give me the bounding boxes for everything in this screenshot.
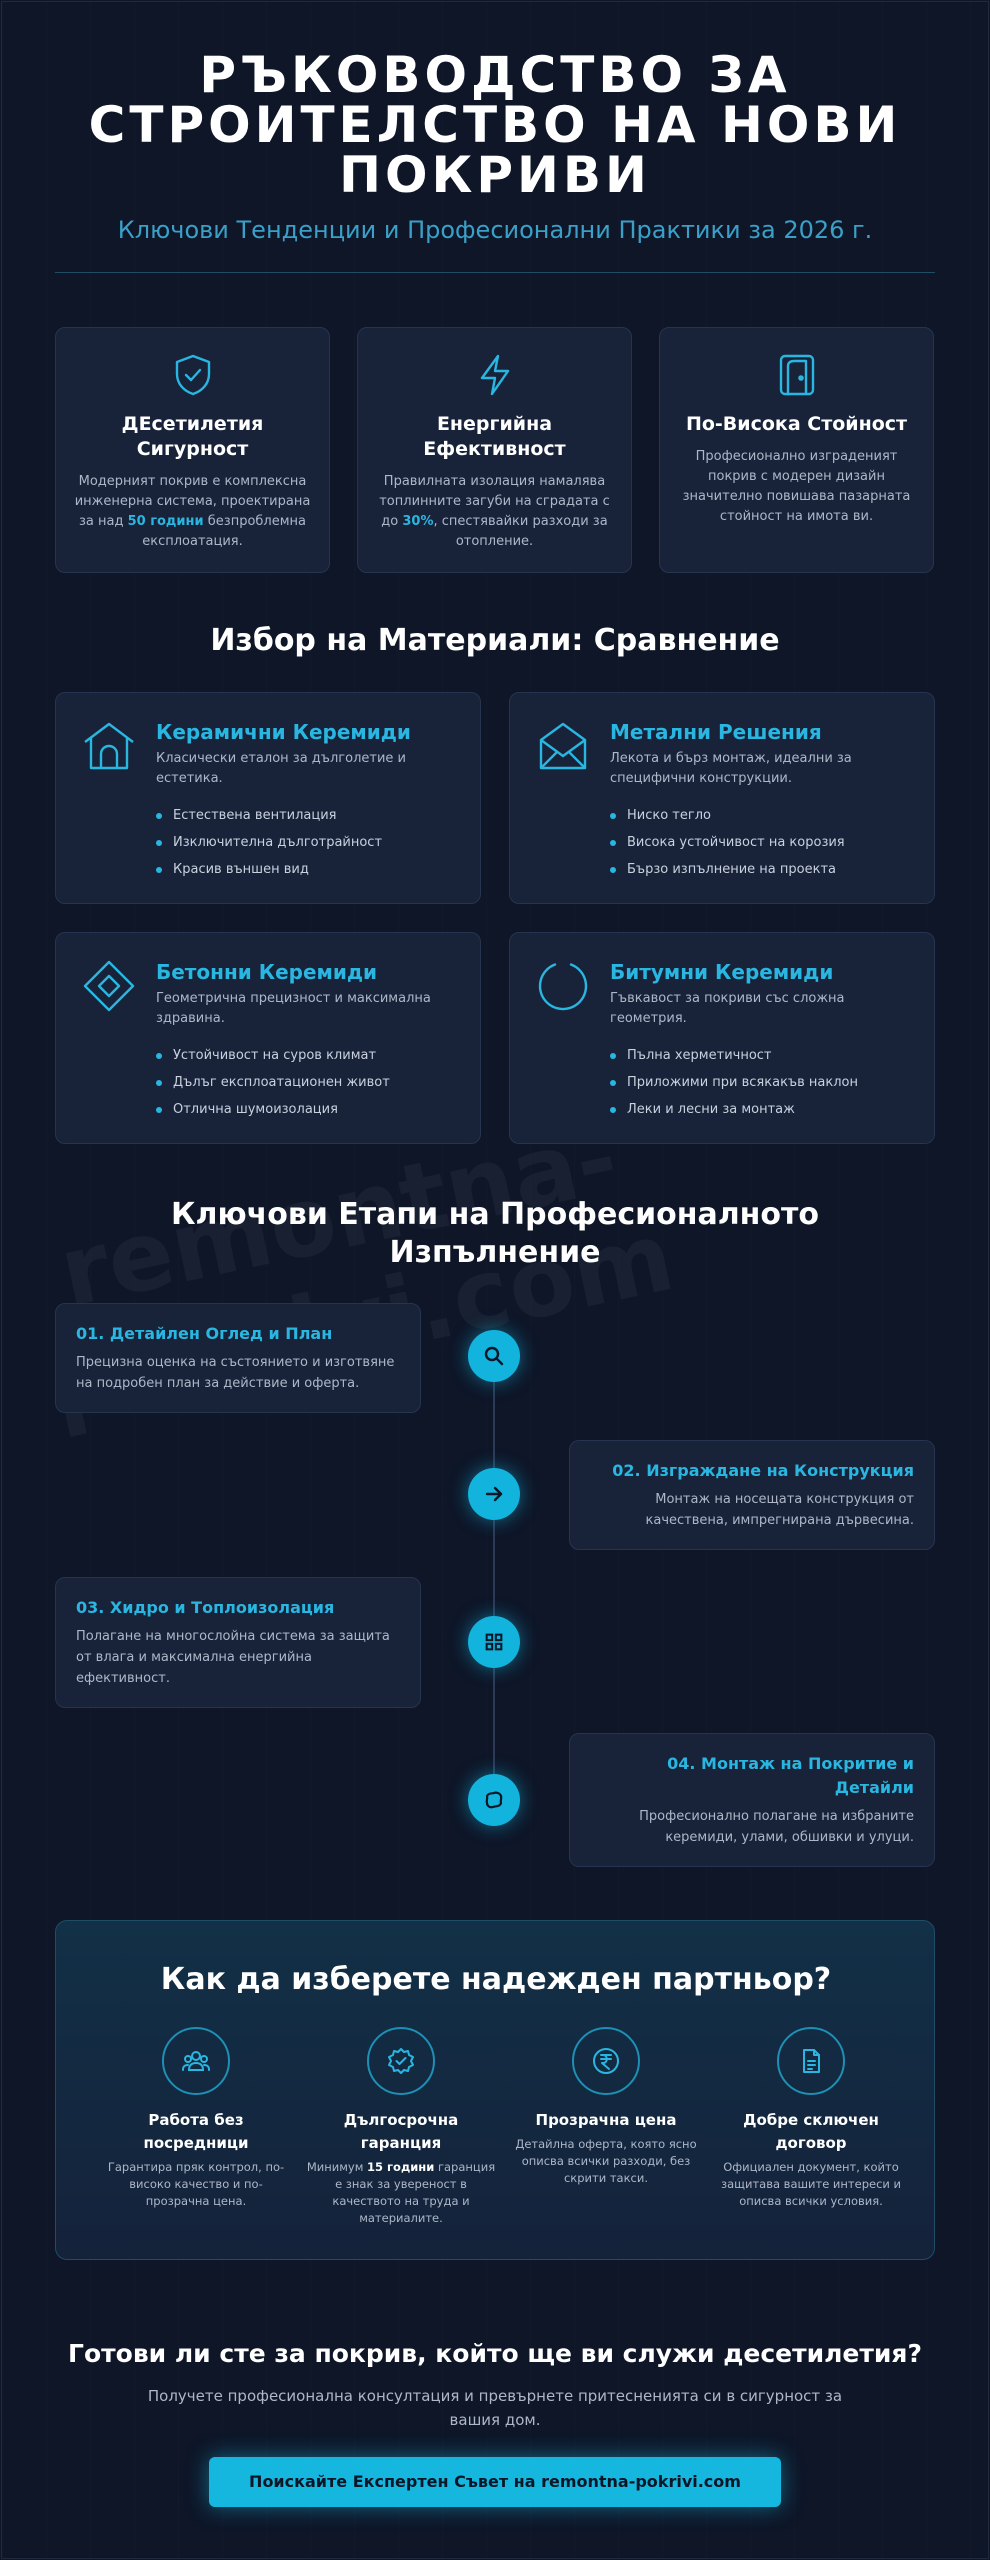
list-item: Пълна херметичност bbox=[610, 1042, 858, 1069]
material-desc: Лекота и бърз монтаж, идеални за специфични конструкции. bbox=[610, 751, 852, 786]
step-text: Монтаж на носещата конструкция от качествена, импрегнирана дървесина. bbox=[645, 1492, 914, 1528]
feature-text: Правилната изолация намалява топлинните загуби на сградата с до 30%, спестявайки разходи за отопление. bbox=[379, 474, 610, 549]
map-icon bbox=[482, 1788, 506, 1812]
step-title: 02. Изграждане на Конструкция bbox=[612, 1461, 914, 1480]
list-item: Естествена вентилация bbox=[156, 802, 382, 829]
envelope-icon bbox=[535, 718, 591, 774]
feature-text: Професионално изграденият покрив с модерен дизайн значително повишава пазарната стойност на имота ви. bbox=[682, 449, 911, 524]
feature-title: По-Висока Стойност bbox=[685, 413, 908, 435]
step-text: Полагане на многослойна система за защита от влага и максимална енергийна ефективност. bbox=[76, 1629, 390, 1686]
timeline-node-4 bbox=[468, 1774, 520, 1826]
timeline-step-1 bbox=[55, 1303, 421, 1413]
material-card-ceramic bbox=[55, 692, 481, 904]
timeline-node-3 bbox=[468, 1616, 520, 1668]
feature-title: ДЕсетилетия Сигурност bbox=[121, 413, 264, 460]
people-icon bbox=[162, 2027, 230, 2095]
rupee-coin-icon bbox=[572, 2027, 640, 2095]
material-card-metal bbox=[509, 692, 935, 904]
material-points bbox=[156, 802, 382, 883]
feature-card-efficiency bbox=[357, 327, 632, 573]
partner-item-text: Гарантира пряк контрол, по-високо качество и по-прозрачна цена. bbox=[107, 2160, 285, 2208]
material-title: Метални Решения bbox=[610, 720, 822, 744]
material-desc: Гъвкавост за покриви със сложна геометрия. bbox=[610, 991, 845, 1026]
timeline-node-1 bbox=[468, 1330, 520, 1382]
material-card-concrete bbox=[55, 932, 481, 1144]
material-card-bitumen bbox=[509, 932, 935, 1144]
material-desc: Геометрична прецизност и максимална здравина. bbox=[156, 991, 431, 1026]
step-text: Прецизна оценка на състоянието и изготвяне на подробен план за действие и оферта. bbox=[76, 1355, 395, 1391]
list-item: Изключителна дълготрайност bbox=[156, 829, 382, 856]
list-item: Леки и лесни за монтаж bbox=[610, 1096, 858, 1123]
house-icon bbox=[81, 718, 137, 774]
partner-item-contract bbox=[716, 2027, 906, 2210]
list-item: Отлична шумоизолация bbox=[156, 1096, 390, 1123]
timeline-line bbox=[493, 1355, 495, 1805]
grid-icon bbox=[483, 1631, 505, 1653]
feature-text: Модерният покрив е комплексна инженерна система, проектирана за над 50 години безпроблемна експлоатация. bbox=[74, 474, 311, 549]
partner-item-title: Добре сключен договор bbox=[743, 2111, 879, 2152]
partner-item-title: Прозрачна цена bbox=[535, 2111, 677, 2129]
timeline-section-title: Ключови Етапи на Професионалното Изпълнение bbox=[170, 1197, 820, 1270]
materials-section-title: Избор на Материали: Сравнение bbox=[210, 623, 780, 658]
header-divider bbox=[55, 272, 935, 273]
step-text: Професионално полагане на избраните керемиди, улами, обшивки и улуци. bbox=[639, 1809, 914, 1845]
partner-section bbox=[55, 1920, 935, 2260]
list-item: Бързо изпълнение на проекта bbox=[610, 856, 845, 883]
arrow-right-icon bbox=[482, 1482, 506, 1506]
cta-title: Готови ли сте за покрив, който ще ви служи десетилетия? bbox=[68, 2339, 922, 2368]
partner-item-text: Детайлна оферта, която ясно описва всички разходи, без скрити такси. bbox=[515, 2137, 697, 2185]
list-item: Красив външен вид bbox=[156, 856, 382, 883]
material-title: Бетонни Керемиди bbox=[156, 960, 378, 984]
partner-item-no-middlemen bbox=[101, 2027, 291, 2210]
feature-title: Енергийна Ефективност bbox=[423, 413, 566, 460]
material-points bbox=[610, 802, 845, 883]
feature-card-value bbox=[659, 327, 934, 573]
list-item: Устойчивост на суров климат bbox=[156, 1042, 390, 1069]
material-title: Керамични Керемиди bbox=[156, 720, 411, 744]
material-title: Битумни Керемиди bbox=[610, 960, 834, 984]
badge-check-icon bbox=[367, 2027, 435, 2095]
list-item: Висока устойчивост на корозия bbox=[610, 829, 845, 856]
partner-section-title: Как да изберете надежден партньор? bbox=[160, 1962, 832, 1997]
material-points bbox=[610, 1042, 858, 1123]
material-desc: Класически еталон за дълголетие и естетика. bbox=[156, 751, 406, 786]
timeline-node-2 bbox=[468, 1468, 520, 1520]
material-points bbox=[156, 1042, 390, 1123]
search-icon bbox=[482, 1344, 506, 1368]
list-item: Дълъг експлоатационен живот bbox=[156, 1069, 390, 1096]
document-icon bbox=[777, 2027, 845, 2095]
list-item: Ниско тегло bbox=[610, 802, 845, 829]
partner-item-title: Дългосрочна гаранция bbox=[343, 2111, 459, 2152]
cta-description: Получете професионална консултация и превърнете притесненията си в сигурност за вашия дом. bbox=[147, 2387, 843, 2429]
circle-loader-icon bbox=[535, 958, 591, 1014]
timeline-step-3 bbox=[55, 1577, 421, 1708]
step-title: 03. Хидро и Топлоизолация bbox=[76, 1598, 335, 1617]
shield-check-icon bbox=[168, 350, 218, 400]
partner-item-title: Работа без посредници bbox=[143, 2111, 249, 2152]
consultation-button[interactable]: Поискайте Експертен Съвет на remontna-pokrivi.com bbox=[209, 2457, 781, 2507]
step-title: 04. Монтаж на Покритие и Детайли bbox=[667, 1754, 914, 1797]
partner-item-warranty bbox=[306, 2027, 496, 2227]
page-title: РЪКОВОДСТВО ЗА СТРОИТЕЛСТВО НА НОВИ ПОКРИВИ bbox=[88, 46, 902, 204]
timeline-step-2 bbox=[569, 1440, 935, 1550]
partner-item-text: Минимум 15 години гаранция е знак за увереност в качеството на труда и материалите. bbox=[306, 2160, 496, 2225]
page-subtitle: Ключови Тенденции и Професионални Практики за 2026 г. bbox=[117, 216, 873, 244]
partner-item-text: Официален документ, който защитава вашите интереси и описва всички условия. bbox=[720, 2160, 901, 2208]
door-icon bbox=[772, 350, 822, 400]
lightning-icon bbox=[470, 350, 520, 400]
timeline-step-4 bbox=[569, 1733, 935, 1867]
list-item: Приложими при всякакъв наклон bbox=[610, 1069, 858, 1096]
step-title: 01. Детайлен Оглед и План bbox=[76, 1324, 333, 1343]
diamond-icon bbox=[81, 958, 137, 1014]
partner-item-transparent-price bbox=[511, 2027, 701, 2187]
feature-card-security bbox=[55, 327, 330, 573]
